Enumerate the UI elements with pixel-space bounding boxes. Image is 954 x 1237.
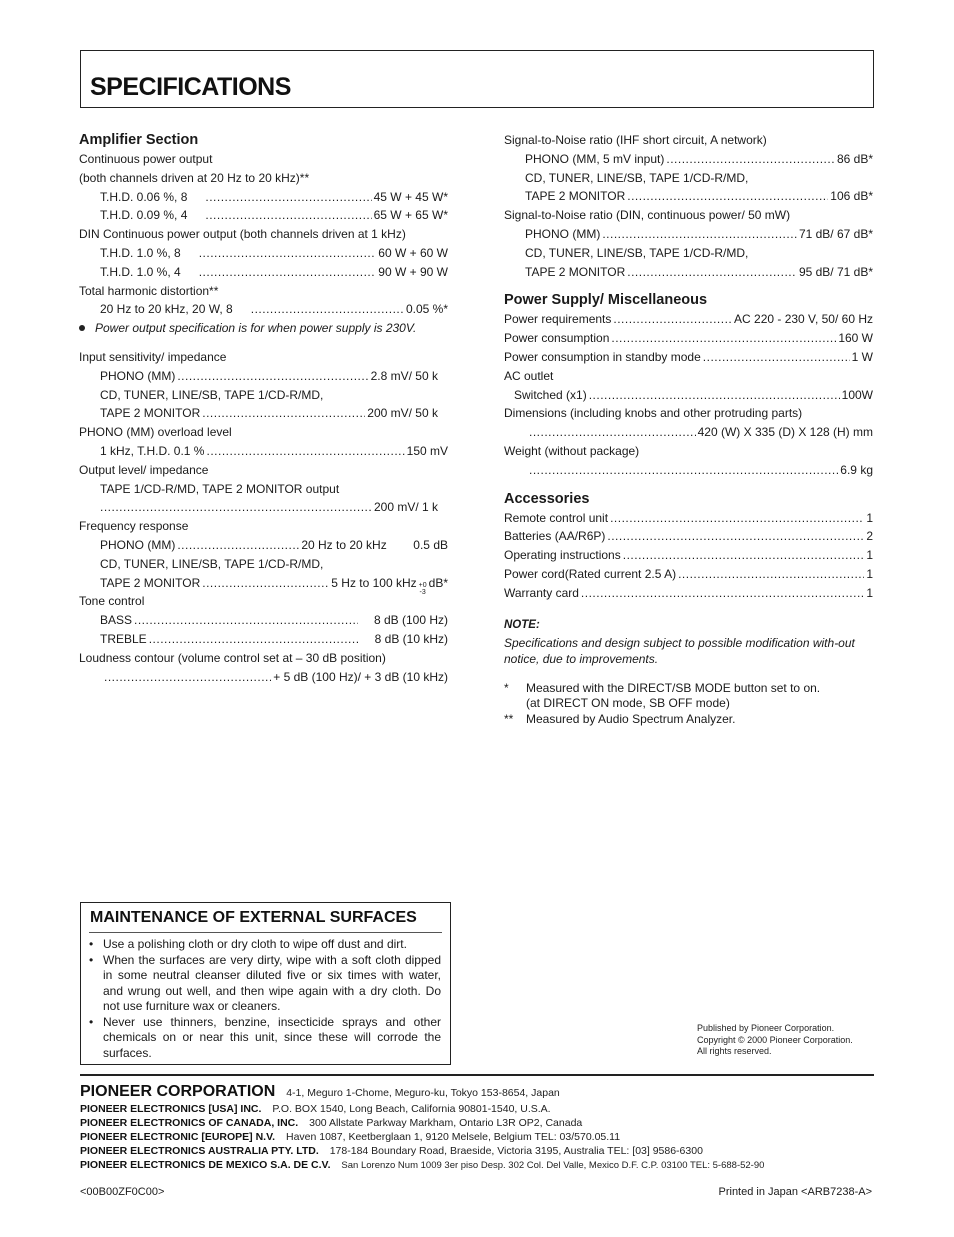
amplifier-section — [79, 131, 448, 686]
corp-main — [80, 1082, 880, 1102]
list-item — [89, 953, 441, 1015]
output-sub: TAPE 1/CD-R/MD, TAPE 2 MONITOR output — [100, 481, 340, 496]
spec-value: 65 W + 65 W* — [373, 208, 448, 223]
footer-code: <00B00ZF0C00> — [80, 1186, 165, 1198]
tol-plus: +0 — [418, 581, 427, 589]
spacer — [504, 480, 873, 490]
title-box — [80, 50, 874, 108]
office-line — [80, 1130, 880, 1144]
spec-row — [79, 574, 448, 596]
spec-row — [504, 263, 873, 282]
power-heading: Power Supply/ Miscellaneous — [504, 292, 708, 309]
spec-row — [79, 668, 448, 687]
snr-cd-line: CD, TUNER, LINE/SB, TAPE 1/CD-R/MD, — [525, 170, 749, 185]
loud-label: Loudness contour (volume control set at – 30 dB position) — [79, 650, 386, 665]
spec-row — [504, 187, 873, 206]
spec-row — [504, 329, 873, 348]
dim-label: Dimensions (including knobs and other protruding parts) — [504, 406, 803, 421]
leader-dots — [627, 263, 797, 282]
leader-dots — [529, 423, 696, 442]
footnote-mark: ** — [504, 711, 514, 726]
spec-row — [79, 300, 448, 319]
spec-label: Power consumption in standby mode — [504, 349, 701, 364]
spec-label: Switched (x1) — [514, 387, 587, 402]
leader-dots — [581, 584, 864, 603]
snr-cd-line: CD, TUNER, LINE/SB, TAPE 1/CD-R/MD, — [525, 245, 749, 260]
list-item — [504, 565, 873, 584]
leader-dots — [149, 630, 359, 649]
published-line: Copyright © 2000 Pioneer Corporation. — [697, 1034, 853, 1045]
list-item — [504, 584, 873, 603]
spec-value: 20 Hz to 20 kHz — [301, 537, 387, 552]
spec-unit: dB* — [428, 575, 448, 590]
office-name: PIONEER ELECTRONIC [EUROPE] N.V. — [80, 1131, 276, 1143]
accessory-count: 1 — [866, 585, 873, 600]
power-note-text: Power output specification is for when power supply is 230V. — [95, 321, 417, 336]
footnote — [504, 712, 873, 728]
leader-dots — [205, 188, 371, 207]
leader-dots — [100, 498, 372, 517]
spec-label: T.H.D. 1.0 %, 4 — [100, 264, 181, 279]
accessory-label: Remote control unit — [504, 510, 609, 525]
spec-row — [504, 461, 873, 480]
spec-value: 5 Hz to 100 kHz — [331, 575, 417, 590]
cpo-sub: (both channels driven at 20 Hz to 20 kHz)** — [79, 170, 310, 185]
spec-value: 8 dB (10 kHz) — [374, 631, 448, 646]
office-address: P.O. BOX 1540, Long Beach, California 90801-1540, U.S.A. — [272, 1103, 551, 1115]
office-address: San Lorenzo Num 1009 3er piso Desp. 302 Col. Del Valle, Mexico D.F. C.P. 03100 TEL: 5-688-52-90 — [341, 1160, 765, 1171]
tol-minus: -3 — [419, 588, 426, 596]
spec-label: PHONO (MM, 5 mV input) — [525, 151, 665, 166]
spec-row — [79, 188, 448, 207]
spec-row — [504, 348, 873, 367]
list-item — [89, 937, 441, 953]
spacer — [79, 338, 448, 348]
published-line: All rights reserved. — [697, 1046, 772, 1056]
leader-dots — [678, 565, 864, 584]
leader-dots — [623, 546, 865, 565]
snr-din-label: Signal-to-Noise ratio (DIN, continuous power/ 50 mW) — [504, 208, 791, 223]
spec-label: PHONO (MM) — [100, 368, 176, 383]
spec-row — [79, 442, 448, 461]
amplifier-heading: Amplifier Section — [79, 132, 199, 148]
overload-label: PHONO (MM) overload level — [79, 425, 232, 440]
leader-dots — [199, 244, 377, 263]
din-label: DIN Continuous power output (both channels driven at 1 kHz) — [79, 227, 406, 242]
spec-value: 2.8 mV/ 50 k — [370, 368, 438, 383]
accessory-label: Power cord(Rated current 2.5 A) — [504, 566, 677, 581]
cd-line: CD, TUNER, LINE/SB, TAPE 1/CD-R/MD, — [100, 387, 324, 402]
divider — [89, 932, 442, 933]
spec-value: 86 dB* — [836, 151, 873, 166]
leader-dots — [611, 329, 836, 348]
published-note — [697, 1023, 853, 1058]
bullet-icon: • — [89, 1014, 94, 1029]
ac-label: AC outlet — [504, 368, 554, 383]
spec-row — [504, 150, 873, 169]
spacer — [504, 667, 873, 681]
accessory-count: 2 — [866, 529, 873, 544]
spec-value: 200 mV/ 50 k — [367, 406, 438, 421]
accessory-count: 1 — [866, 548, 873, 563]
leader-dots — [205, 206, 371, 225]
spec-value: 60 W + 60 W — [378, 245, 448, 260]
spec-row — [79, 630, 448, 649]
spacer — [504, 603, 873, 617]
accessory-label: Warranty card — [504, 585, 579, 600]
list-item — [89, 1015, 441, 1062]
maintenance-text: Use a polishing cloth or dry cloth to wipe off dust and dirt. — [103, 937, 407, 951]
leader-dots — [104, 668, 271, 687]
divider — [80, 1074, 874, 1076]
leader-dots — [251, 300, 404, 319]
spec-row — [79, 404, 438, 423]
spec-label: PHONO (MM) — [525, 226, 601, 241]
leader-dots — [177, 536, 299, 555]
leader-dots — [607, 527, 864, 546]
spec-value: 100W — [841, 387, 873, 402]
bullet-icon: • — [89, 937, 94, 951]
spec-label: Power consumption — [504, 331, 610, 346]
spec-value: 150 mV — [406, 443, 448, 458]
leader-dots — [589, 386, 840, 405]
spec-value: 0.05 %* — [405, 302, 448, 317]
maintenance-text: Never use thinners, benzine, insecticide sprays and other chemicals on or near this unit, since these will corrode the surfaces. — [103, 1014, 441, 1060]
bullet-icon — [79, 325, 85, 331]
leader-dots — [202, 404, 365, 423]
maintenance-box — [80, 902, 451, 1065]
leader-dots — [627, 187, 828, 206]
list-item — [504, 546, 873, 565]
spec-label: T.H.D. 0.09 %, 4 — [100, 208, 188, 223]
freq-cd-line: CD, TUNER, LINE/SB, TAPE 1/CD-R/MD, — [100, 556, 324, 571]
spec-row — [79, 263, 448, 282]
leader-dots — [602, 225, 797, 244]
leader-dots — [202, 574, 329, 593]
spec-row — [79, 611, 448, 630]
accessory-count: 1 — [866, 510, 873, 525]
accessory-label: Operating instructions — [504, 548, 621, 563]
right-column — [504, 131, 873, 727]
leader-dots — [666, 150, 835, 169]
accessory-count: 1 — [866, 566, 873, 581]
thd-label: Total harmonic distortion** — [79, 283, 219, 298]
spec-row — [504, 423, 873, 442]
office-address: Haven 1087, Keetberglaan 1, 9120 Melsele, Belgium TEL: 03/570.05.11 — [285, 1131, 621, 1143]
spec-tolerance: 0.5 dB — [413, 537, 448, 552]
freq-label: Frequency response — [79, 519, 189, 534]
maintenance-text: When the surfaces are very dirty, wipe with a soft cloth dipped in some neutral cleanser diluted five or six times with water, and wrung out well, and then wipe again with a dry cloth. Do not use furniture wax or cleaners. — [103, 952, 441, 1013]
office-address: 300 Allstate Parkway Markham, Ontario L3R OP2, Canada — [309, 1117, 583, 1129]
spec-label: 20 Hz to 20 kHz, 20 W, 8 — [100, 302, 233, 317]
spec-label: TAPE 2 MONITOR — [525, 189, 626, 204]
spec-value: 200 mV/ 1 k — [373, 500, 438, 515]
office-name: PIONEER ELECTRONICS OF CANADA, INC. — [80, 1117, 299, 1129]
footnote-text: Measured with the DIRECT/SB MODE button set to on. — [526, 680, 821, 695]
spec-row — [79, 244, 448, 263]
leader-dots — [610, 509, 864, 528]
snr-ihf-label: Signal-to-Noise ratio (IHF short circuit, A network) — [504, 133, 767, 147]
maintenance-heading: MAINTENANCE OF EXTERNAL SURFACES — [90, 909, 417, 926]
spec-value: 71 dB/ 67 dB* — [798, 226, 873, 241]
note-heading: NOTE: — [504, 618, 540, 631]
office-line — [80, 1144, 880, 1158]
spec-value: 6.9 kg — [840, 462, 873, 477]
spec-row — [504, 310, 873, 329]
input-label: Input sensitivity/ impedance — [79, 349, 227, 364]
office-line — [80, 1158, 880, 1172]
footnote-mark: * — [504, 680, 509, 695]
office-address: 178-184 Boundary Road, Braeside, Victoria 3195, Australia TEL: [03] 9586-6300 — [329, 1145, 703, 1157]
list-item — [504, 527, 873, 546]
spec-label: PHONO (MM) — [100, 537, 176, 552]
accessories-heading: Accessories — [504, 490, 590, 507]
office-name: PIONEER ELECTRONICS [USA] INC. — [80, 1103, 262, 1115]
footnote — [504, 681, 873, 712]
spec-label: TAPE 2 MONITOR — [525, 264, 626, 279]
spec-label: TAPE 2 MONITOR — [100, 406, 201, 421]
office-line — [80, 1102, 880, 1116]
leader-dots — [177, 367, 368, 386]
spacer — [504, 281, 873, 291]
spec-label: T.H.D. 1.0 %, 8 — [100, 245, 181, 260]
office-line — [80, 1116, 880, 1130]
spec-value: + 5 dB (100 Hz)/ + 3 dB (10 kHz) — [273, 669, 448, 684]
footer-printed: Printed in Japan <ARB7238-A> — [718, 1186, 872, 1198]
spec-label: T.H.D. 0.06 %, 8 — [100, 189, 188, 204]
footnote-text: (at DIRECT ON mode, SB OFF mode) — [526, 696, 730, 711]
spec-row — [504, 386, 873, 405]
office-name: PIONEER ELECTRONICS DE MEXICO S.A. DE C.V. — [80, 1159, 331, 1171]
spec-value: 420 (W) X 335 (D) X 128 (H) mm — [697, 425, 873, 440]
spec-value: 1 W — [851, 349, 873, 364]
spec-value: 90 W + 90 W — [378, 264, 448, 279]
published-line: Published by Pioneer Corporation. — [697, 1023, 835, 1033]
note-text: Specifications and design subject to possible modification with-out notice, due to improvements. — [504, 635, 855, 666]
maintenance-list — [89, 937, 441, 1061]
spec-value: 45 W + 45 W* — [373, 189, 448, 204]
leader-dots — [703, 348, 850, 367]
leader-dots — [134, 611, 358, 630]
list-item — [504, 509, 873, 528]
spec-row — [79, 367, 438, 386]
spec-label: 1 kHz, T.H.D. 0.1 % — [100, 443, 205, 458]
leader-dots — [613, 310, 732, 329]
office-name: PIONEER ELECTRONICS AUSTRALIA PTY. LTD. — [80, 1145, 319, 1157]
spec-value: 95 dB/ 71 dB* — [798, 264, 873, 279]
spec-row — [504, 225, 873, 244]
spec-value: 8 dB (100 Hz) — [373, 613, 448, 628]
cpo-label: Continuous power output — [79, 152, 213, 166]
page-title: SPECIFICATIONS — [90, 73, 291, 101]
leader-dots — [199, 263, 377, 282]
note-block — [504, 617, 873, 667]
spec-label: TAPE 2 MONITOR — [100, 575, 201, 590]
footnote-text: Measured by Audio Spectrum Analyzer. — [526, 711, 736, 726]
spec-value: AC 220 - 230 V, 50/ 60 Hz — [734, 312, 873, 327]
spec-value: 160 W — [838, 331, 873, 346]
spec-row — [79, 206, 448, 225]
spec-label: Power requirements — [504, 312, 612, 327]
spec-row — [79, 536, 448, 555]
weight-label: Weight (without package) — [504, 443, 640, 458]
accessory-label: Batteries (AA/R6P) — [504, 529, 606, 544]
spec-label: BASS — [100, 613, 133, 628]
spec-value: 106 dB* — [830, 189, 873, 204]
bullet-icon: • — [89, 952, 94, 967]
power-note — [79, 319, 448, 338]
tone-label: Tone control — [79, 594, 145, 609]
leader-dots — [206, 442, 404, 461]
output-label: Output level/ impedance — [79, 462, 209, 477]
spec-row — [79, 498, 438, 517]
leader-dots — [529, 461, 838, 480]
spec-label: TREBLE — [100, 631, 147, 646]
corp-address: 4-1, Meguro 1-Chome, Meguro-ku, Tokyo 153-8654, Japan — [286, 1087, 560, 1099]
corporation-block — [80, 1082, 880, 1172]
corp-name: PIONEER CORPORATION — [80, 1083, 276, 1100]
